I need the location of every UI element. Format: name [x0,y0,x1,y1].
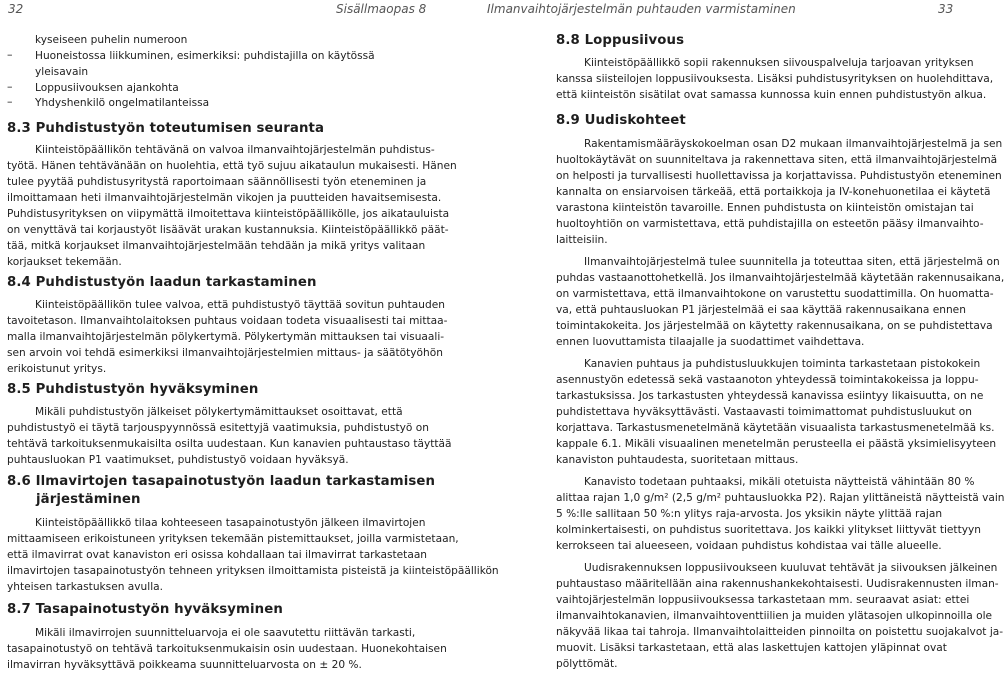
paragraph-line: toimintakokeita. Jos järjestelmää on käytetty rakennusaikana, on se puhdistettava [556,320,993,332]
paragraph-line: ennen luovuttamista tilaajalle ja suodattimet vaihdettava. [556,336,865,348]
paragraph-line: mittaamiseen erikoistuneen yrityksen tekemään pistemittaukset, joilla varmistetaan, [7,533,459,545]
section-heading: 8.4 Puhdistustyön laadun tarkastaminen [7,275,317,290]
list-item-text: Huoneistossa liikkuminen, esimerkiksi: puhdistajilla on käytössä [35,50,375,62]
paragraph-line: 5 %:lle sallitaan 50 %:n ylitys raja-arvosta. Jos yksikin näyte ylittää rajan [556,508,943,520]
paragraph-line: tasapainotustyö on tehtävä tarkoituksenmukaisin osin uudestaan. Huonekohtaisen [7,643,447,655]
paragraph-line: varastona kiinteistön tavaroille. Ennen puhdistusta on kiinteistön omistajan tai [556,202,974,214]
paragraph-line: Puhdistusyrityksen on viipymättä ilmoitettava kiinteistöpäällikölle, jos aikatauluista [7,208,450,220]
list-dash: – [7,48,13,61]
section-heading: 8.8 Loppusiivous [556,33,685,48]
paragraph-line: Kanavien puhtaus ja puhdistusluukkujen toiminta tarkastetaan pistokokein [584,358,981,370]
section-heading-continued: järjestäminen [36,492,141,507]
paragraph-line: malla ilmanvaihtojärjestelmän pölykertymä. Pölykertymän mittauksen tai visuaali- [7,331,445,343]
paragraph-line: ilmoittamaan heti ilmanvaihtojärjestelmän vikojen ja puutteiden havaitsemisesta. [7,192,442,204]
paragraph-line: tää, mitkä korjaukset ilmanvaihtojärjestelmään tehdään ja mikä yritys valitaan [7,240,426,252]
section-heading: 8.6 Ilmavirtojen tasapainotustyön laadun tarkastamisen [7,474,436,489]
paragraph-line: kolminkertaisesti, on puhdistus suoritettava. Jos kaikki ylitykset liittyvät tiettyyn [556,524,981,536]
paragraph-line: asennustyön edetessä sekä vastaanoton yhteydessä toimintakokeissa ja loppu- [556,374,979,386]
right-running-title: Ilmanvaihtojärjestelmän puhtauden varmistaminen [487,2,796,16]
paragraph-line: Kanavisto todetaan puhtaaksi, mikäli otetuista näytteistä vähintään 80 % [584,476,975,488]
paragraph-line: puhtaustaso määritellään aina rakennushankekohtaisesti. Uudisrakennusten ilman- [556,578,999,590]
paragraph-line: alittaa rajan 1,0 g/m² (2,5 g/m² puhtausluokka P2). Rajan ylittäneistä näytteistä vain [556,492,1005,504]
paragraph-line: vaihtojärjestelmän loppusiivouksessa tarkastetaan mm. seuraavat asiat: ettei [556,594,970,606]
paragraph-line: erikoistunut yritys. [7,363,107,375]
paragraph-line: huoltokäytävät on suunniteltava ja rakennettava siten, että ilmanvaihtojärjestelmä [556,154,998,166]
left-page-number: 32 [8,2,24,16]
paragraph-line: va, että puhtausluokan P1 järjestelmää ei saa käyttää rakennusaikana ennen [556,304,966,316]
paragraph-line: kappale 6.1. Mikäli visuaalinen menetelmän perusteella ei päästä yksimielisyyteen [556,438,997,450]
paragraph-line: tarkastuksissa. Jos tarkastusten yhteydessä kanavissa esiintyy likaisuutta, on ne [556,390,984,402]
paragraph-line: kanaviston puhtaudesta, suoritetaan mittaus. [556,454,799,466]
paragraph-line: kerrokseen tai alueeseen, voidaan puhdistus kohdistaa vai tälle alueelle. [556,540,942,552]
paragraph-line: on venyttävä tai korjaustyöt lisäävät urakan kustannuksia. Kiinteistöpäällikkö päät- [7,224,449,236]
section-heading: 8.5 Puhdistustyön hyväksyminen [7,382,259,397]
list-item-text: Yhdyshenkilö ongelmatilanteissa [35,97,210,109]
paragraph-line: että kiinteistön sisätilat ovat samassa kunnossa kuin ennen puhdistustyön alkua. [556,89,987,101]
paragraph-line: puhdistettava hyväksyttävästi. Vastaavasti toimimattomat puhdistusluukut on [556,406,972,418]
right-page-number: 33 [938,2,954,16]
paragraph-line: Mikäli puhdistustyön jälkeiset pölykertymämittaukset osoittavat, että [35,406,403,418]
section-heading: 8.3 Puhdistustyön toteutumisen seuranta [7,121,325,136]
paragraph-line: Uudisrakennuksen loppusiivoukseen kuuluvat tehtävät ja siivouksen jälkeinen [584,562,998,574]
list-item-text: Loppusiivouksen ajankohta [35,82,179,94]
paragraph-line: on varmistettava, että ilmanvaihtokone on varustettu suodattimilla. On huomatta- [556,288,994,300]
paragraph-line: Kiinteistöpäällikön tulee valvoa, että puhdistustyö täyttää sovitun puhtauden [35,299,445,311]
paragraph-line: yhteisen tarkastuksen avulla. [7,581,164,593]
paragraph-line: ilmanvaihtokanavien, ilmanvaihtoventtiilien ja muiden ylätasojen ulkopinnoilla ole [556,610,993,622]
paragraph-line: kanssa siisteilojen loppusiivouksesta. Lisäksi puhdistusyrityksen on huolehdittava, [556,73,994,85]
paragraph-line: tavoitetason. Ilmanvaihtolaitoksen puhtaus voidaan todeta visuaalisesti tai mittaa- [7,315,448,327]
paragraph-line: laitteisiin. [556,234,608,246]
paragraph-line: Ilmanvaihtojärjestelmä tulee suunnitella ja toteuttaa siten, että järjestelmä on [584,256,1000,268]
paragraph-line: pölyttömät. [556,658,618,670]
paragraph-line: korjaukset tekemään. [7,256,122,268]
paragraph-line: korjattava. Tarkastusmenetelmänä käytetään visuaalista tarkastusmenetelmää ks. [556,422,995,434]
paragraph-line: näkyvää likaa tai tahroja. Ilmanvaihtolaitteiden pinnoilta on poistettu suojakalvot ja- [556,626,1004,638]
paragraph-line: kannalta on ensiarvoisen tärkeää, että portaikkoja ja IV-konehuonetilaa ei käytetä [556,186,991,198]
paragraph-line: puhdas vastaanottohetkellä. Jos ilmanvaihtojärjestelmää käytetään rakennusaikana, [556,272,1005,284]
paragraph-line: Mikäli ilmavirrojen suunnitteluarvoja ei ole saavutettu riittävän tarkasti, [35,627,416,639]
paragraph-line: huoltoyhtiön on varmistettava, että puhdistajilla on esteetön pääsy ilmanvaihto- [556,218,984,230]
paragraph-line: muovit. Lisäksi tarkastetaan, että alas laskettujen kattojen yläpinnat ovat [556,642,947,654]
paragraph-line: ilmavirtojen tasapainotustyön tehneen yrityksen ilmoittamista pisteistä ja kiinteistöpäällikön [7,565,499,577]
list-item-text: yleisavain [35,66,89,78]
paragraph-line: työtä. Hänen tehtävänään on huolehtia, että työ sujuu aikataulun mukaisesti. Hänen [7,160,457,172]
left-running-title: Sisällmaopas 8 [336,2,427,16]
paragraph-line: puhtausluokan P1 vaatimukset, puhdistustyö voidaan hyväksyä. [7,454,349,466]
intro-line: kyseiseen puhelin numeroon [35,34,188,46]
section-heading: 8.7 Tasapainotustyön hyväksyminen [7,602,283,617]
paragraph-line: on helposti ja turvallisesti huollettavissa ja korjattavissa. Puhdistustyön eteneminen [556,170,1002,182]
list-dash: – [7,95,13,108]
section-heading: 8.9 Uudiskohteet [556,113,686,128]
paragraph-line: Rakentamismääräyskokoelman osan D2 mukaan ilmanvaihtojärjestelmä ja sen [584,138,1003,150]
paragraph-line: Kiinteistöpäällikkö sopii rakennuksen siivouspalveluja tarjoavan yrityksen [584,57,974,69]
paragraph-line: Kiinteistöpäällikkö tilaa kohteeseen tasapainotustyön jälkeen ilmavirtojen [35,517,426,529]
paragraph-line: tehtävä tarkoituksenmukaisilta osilta uudestaan. Kun kanavien puhtaustaso täyttää [7,438,452,450]
paragraph-line: ilmavirran hyväksyttävä poikkeama suunnitteluarvosta on ± 20 %. [7,659,362,671]
list-dash: – [7,80,13,93]
paragraph-line: että ilmavirrat ovat kanaviston eri osissa kohdallaan tai ilmavirrat tarkastetaan [7,549,428,561]
paragraph-line: sen arvoin voi tehdä esimerkiksi ilmanvaihtojärjestelmien mittaus- ja säätötyöhön [7,347,443,359]
paragraph-line: Kiinteistöpäällikön tehtävänä on valvoa ilmanvaihtojärjestelmän puhdistus- [35,144,435,156]
paragraph-line: tulee pyytää puhdistusyritystä raportoimaan säännöllisesti työn eteneminen ja [7,176,427,188]
paragraph-line: puhdistustyö ei täytä tarjouspyynnössä esitettyjä vaatimuksia, puhdistustyö on [7,422,429,434]
